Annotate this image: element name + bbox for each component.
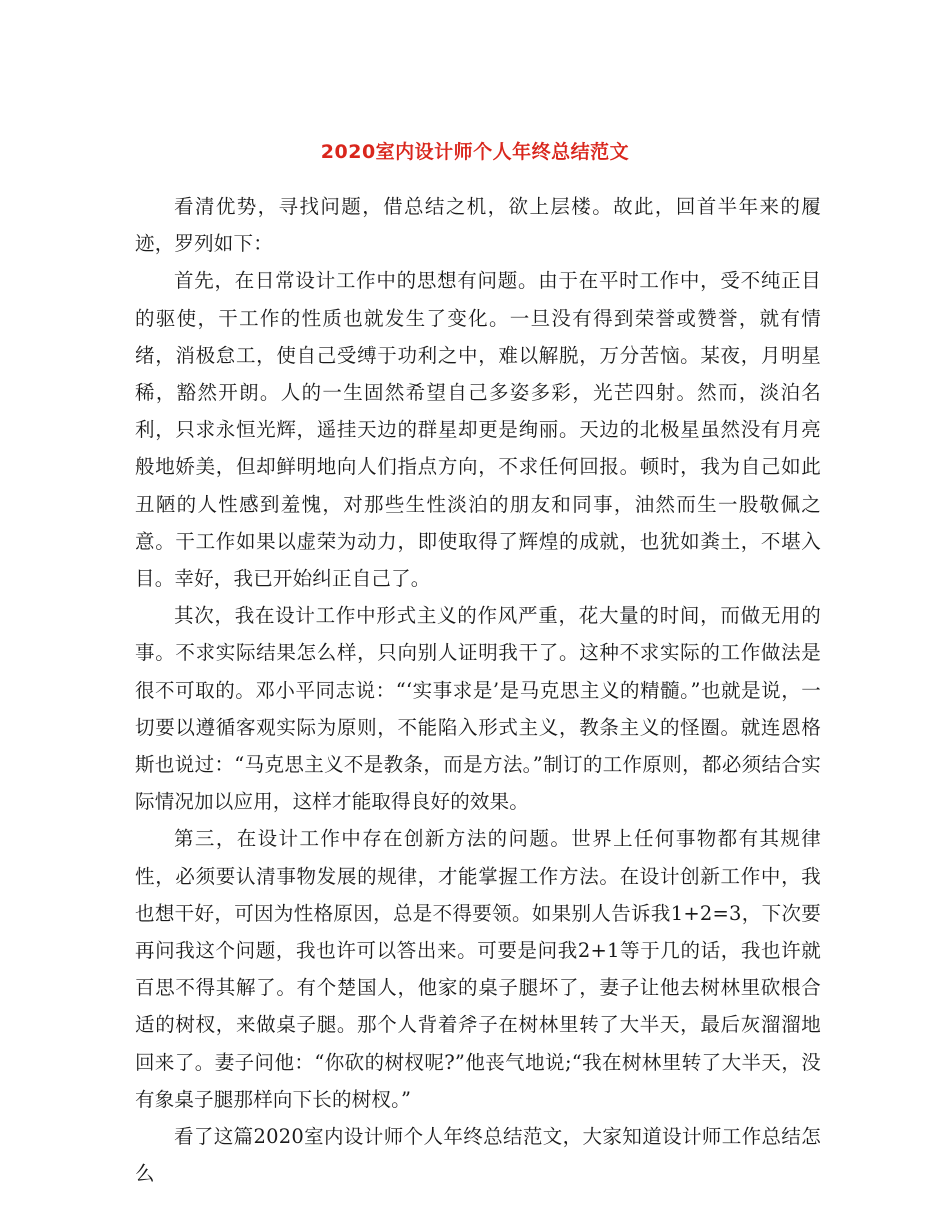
paragraph-closing: 看了这篇2020室内设计师个人年终总结范文，大家知道设计师工作总结怎么 bbox=[135, 1125, 821, 1186]
document-body bbox=[135, 188, 821, 1192]
paragraph-third: 第三，在设计工作中存在创新方法的问题。世界上任何事物都有其规律性，必须要认清事物发展的规律，才能掌握工作方法。在设计创新工作中，我也想干好，可因为性格原因，总是不得要领。如果别人告诉我1+2=3，下次要再问我这个问题，我也许可以答出来。可要是问我2+1等于几的话，我也许就百思不得其解了。有个楚国人，他家的桌子腿坏了，妻子让他去树林里砍根合适的树杈，来做桌子腿。那个人背着斧子在树林里转了大半天，最后灰溜溜地回来了。妻子问他：“你砍的树杈呢?”他丧气地说;“我在树林里转了大半天，没有象桌子腿那样向下长的树杈。” bbox=[135, 827, 821, 1111]
paragraph-second: 其次，我在设计工作中形式主义的作风严重，花大量的时间，而做无用的事。不求实际结果怎么样，只向别人证明我干了。这种不求实际的工作做法是很不可取的。邓小平同志说：“‘实事求是’是马克思主义的精髓。”也就是说，一切要以遵循客观实际为原则，不能陷入形式主义，教条主义的怪圈。就连恩格斯也说过：“马克思主义不是教条，而是方法。”制订的工作原则，都必须结合实际情况加以应用，这样才能取得良好的效果。 bbox=[135, 604, 821, 814]
paragraph-first: 首先，在日常设计工作中的思想有问题。由于在平时工作中，受不纯正目的驱使，干工作的性质也就发生了变化。一旦没有得到荣誉或赞誉，就有情绪，消极怠工，使自己受缚于功利之中，难以解脱，万分苦恼。某夜，月明星稀，豁然开朗。人的一生固然希望自己多姿多彩，光芒四射。然而，淡泊名利，只求永恒光辉，遥挂天边的群星却更是绚丽。天边的北极星虽然没有月亮般地娇美，但却鲜明地向人们指点方向，不求任何回报。顿时，我为自己如此丑陋的人性感到羞愧，对那些生性淡泊的朋友和同事，油然而生一股敬佩之意。干工作如果以虚荣为动力，即使取得了辉煌的成就，也犹如粪土，不堪入目。幸好，我已开始纠正自己了。 bbox=[135, 269, 821, 591]
document-title: 2020室内设计师个人年终总结范文 bbox=[320, 140, 630, 163]
paragraph-intro: 看清优势，寻找问题，借总结之机，欲上层楼。故此，回首半年来的履迹，罗列如下： bbox=[135, 195, 821, 256]
